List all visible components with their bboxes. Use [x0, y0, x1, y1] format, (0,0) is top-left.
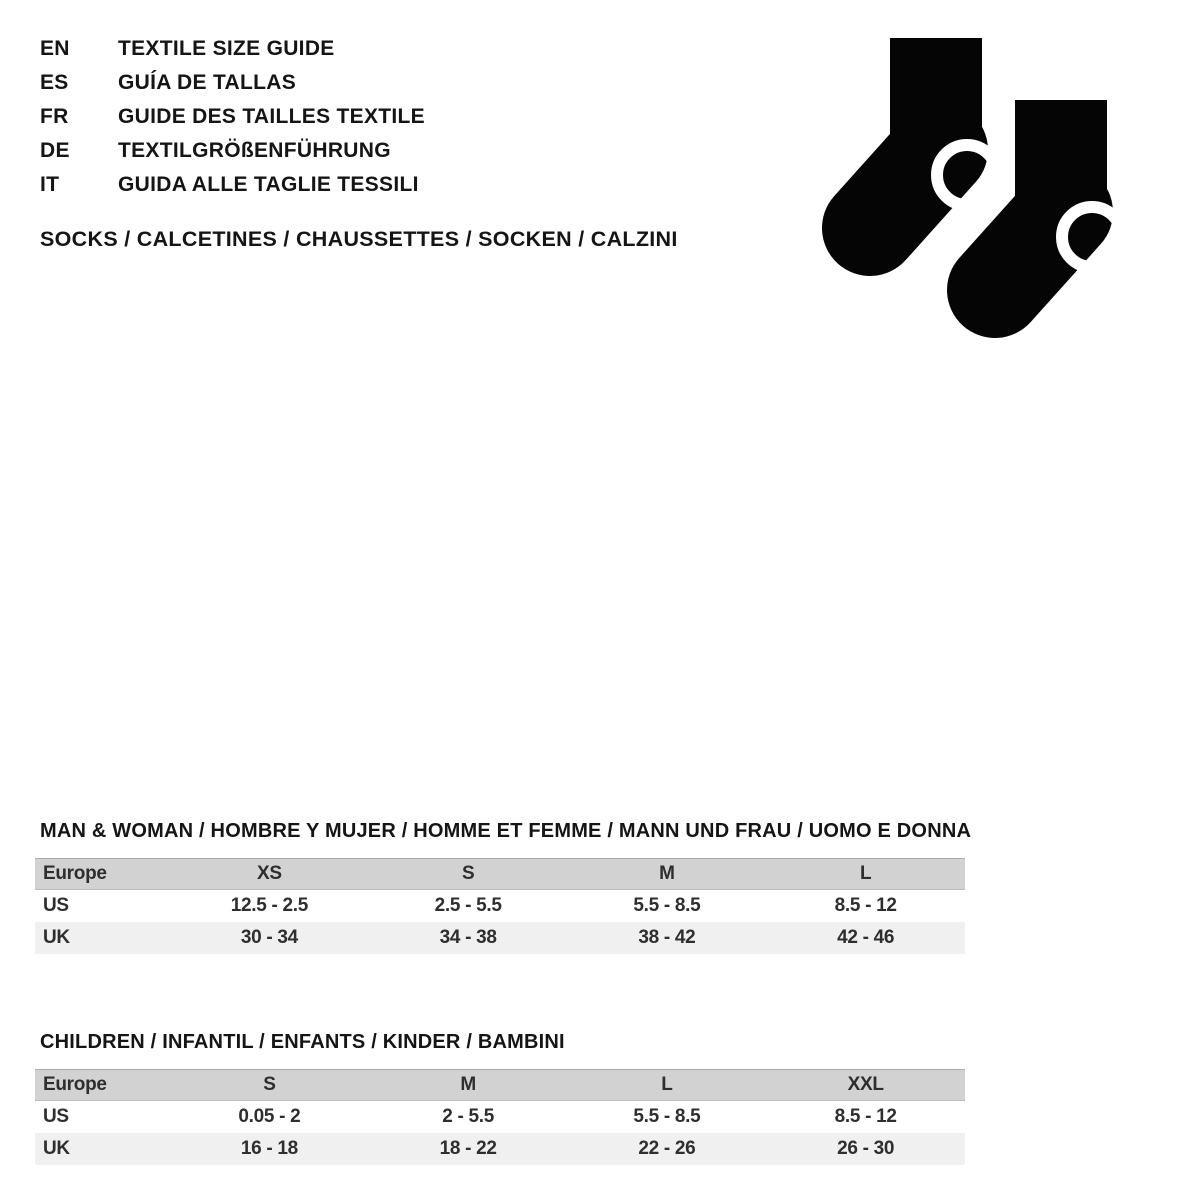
size-table-man-woman — [35, 820, 972, 954]
header-cell-size: S — [461, 863, 475, 884]
header-cell-size: M — [460, 1074, 476, 1095]
row-label: UK — [43, 927, 70, 948]
header-cell-size: L — [859, 863, 872, 884]
table-header-row — [35, 1069, 965, 1101]
language-title: TEXTILGRÖßENFÜHRUNG — [118, 139, 391, 162]
table-title: CHILDREN / INFANTIL / ENFANTS / KINDER / BAMBINI — [40, 1031, 565, 1053]
size-value: 0.05 - 2 — [238, 1106, 301, 1127]
header-cell-region: Europe — [43, 863, 107, 884]
row-label: US — [43, 895, 69, 916]
socks-icon — [790, 20, 1130, 360]
language-title: TEXTILE SIZE GUIDE — [118, 37, 335, 60]
category-heading: SOCKS / CALCETINES / CHAUSSETTES / SOCKEN / CALZINI — [40, 227, 678, 251]
header-cell-size: S — [263, 1074, 276, 1095]
size-value: 2.5 - 5.5 — [434, 895, 502, 916]
size-value: 34 - 38 — [439, 927, 497, 948]
language-title: GUIDE DES TAILLES TEXTILE — [118, 105, 425, 128]
language-code: FR — [40, 105, 69, 128]
table-row-us — [35, 1101, 965, 1133]
table-header-row — [35, 858, 965, 890]
table-title: MAN & WOMAN / HOMBRE Y MUJER / HOMME ET FEMME / MANN UND FRAU / UOMO E DONNA — [40, 820, 972, 842]
language-row-it — [40, 174, 425, 196]
table-row-uk — [35, 922, 965, 954]
header-cell-size: XS — [257, 863, 282, 884]
table-row-uk — [35, 1133, 965, 1165]
header-cell-size: L — [661, 1074, 673, 1095]
sock-left — [870, 38, 997, 228]
language-title: GUÍA DE TALLAS — [118, 71, 297, 94]
language-code: DE — [40, 139, 70, 162]
header-cell-size: XXL — [847, 1074, 884, 1095]
header-cell-size: M — [659, 863, 675, 884]
row-label: UK — [43, 1138, 70, 1159]
language-code: IT — [40, 173, 60, 196]
language-code: ES — [40, 71, 69, 94]
language-row-en — [40, 38, 425, 60]
size-value: 5.5 - 8.5 — [633, 1106, 701, 1127]
sock-right — [995, 100, 1122, 290]
size-value: 2 - 5.5 — [442, 1106, 494, 1127]
size-value: 12.5 - 2.5 — [230, 895, 309, 916]
size-value: 42 - 46 — [837, 927, 895, 948]
size-value: 18 - 22 — [439, 1138, 497, 1159]
language-row-fr — [40, 106, 425, 128]
size-value: 26 - 30 — [837, 1138, 895, 1159]
language-row-es — [40, 72, 425, 94]
language-row-de — [40, 140, 425, 162]
table-row-us — [35, 890, 965, 922]
row-label: US — [43, 1106, 69, 1127]
size-value: 8.5 - 12 — [834, 895, 897, 916]
size-value: 30 - 34 — [240, 927, 298, 948]
header-cell-region: Europe — [43, 1074, 107, 1095]
size-value: 8.5 - 12 — [834, 1106, 897, 1127]
language-title: GUIDA ALLE TAGLIE TESSILI — [118, 173, 419, 196]
size-table-children — [35, 1031, 965, 1165]
size-value: 16 - 18 — [240, 1138, 298, 1159]
language-list — [40, 38, 425, 196]
size-value: 5.5 - 8.5 — [633, 895, 701, 916]
language-code: EN — [40, 37, 70, 60]
size-value: 38 - 42 — [638, 927, 696, 948]
size-value: 22 - 26 — [638, 1138, 696, 1159]
